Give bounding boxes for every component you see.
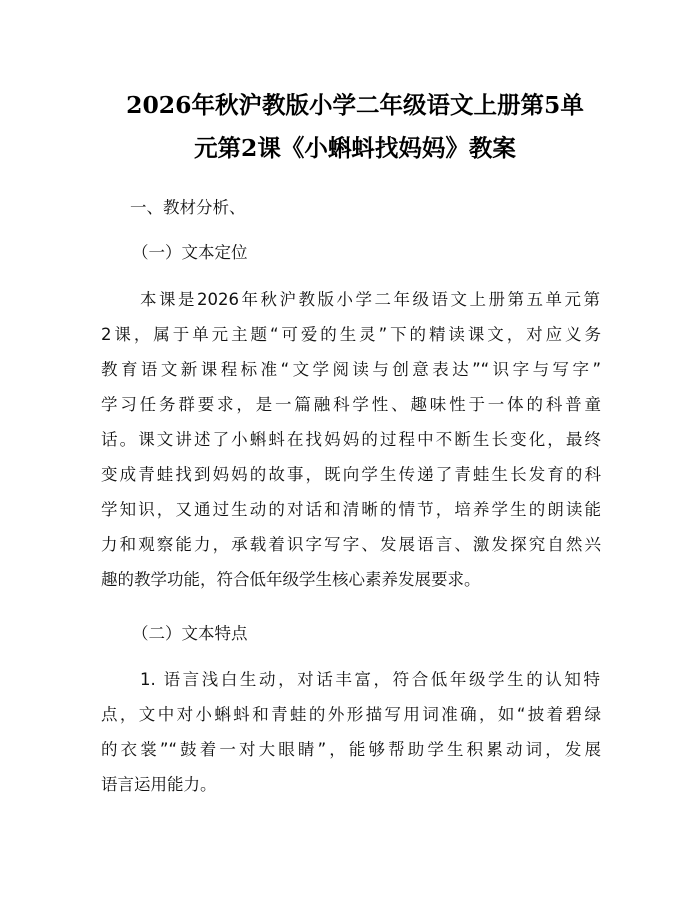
subsection-heading-text-features: （二）文本特点	[132, 624, 248, 643]
document-title-line-2: 元第2课《小蝌蚪找妈妈》教案	[194, 134, 516, 162]
paragraph-2-line: 1. 语言浅白生动，对话丰富，符合低年级学生的认知特	[140, 670, 600, 689]
paragraph-1-line: 学知识，又通过生动的对话和清晰的情节，培养学生的朗读能	[101, 500, 601, 519]
subsection-heading-text-positioning: （一）文本定位	[132, 243, 248, 262]
paragraph-1-line: 趣的教学功能，符合低年级学生核心素养发展要求。	[101, 570, 481, 589]
paragraph-1-line: 力和观察能力，承载着识字写字、发展语言、激发探究自然兴	[101, 535, 601, 554]
paragraph-1-line: 教育语文新课程标准“文学阅读与创意表达”“识字与写字”	[101, 360, 601, 379]
paragraph-1-line: 本课是2026年秋沪教版小学二年级语文上册第五单元第	[140, 290, 600, 309]
section-heading-textbook-analysis: 一、教材分析、	[130, 198, 246, 217]
paragraph-1-line: 变成青蛙找到妈妈的故事，既向学生传递了青蛙生长发育的科	[101, 465, 601, 484]
paragraph-2-line: 语言运用能力。	[101, 775, 217, 794]
document-title-line-1: 2026年秋沪教版小学二年级语文上册第5单	[126, 91, 584, 119]
paragraph-2-line: 点，文中对小蝌蚪和青蛙的外形描写用词准确，如“披着碧绿	[101, 705, 601, 724]
paragraph-1-line: 2课，属于单元主题“可爱的生灵”下的精读课文，对应义务	[101, 325, 601, 344]
paragraph-2-line: 的衣裳”“鼓着一对大眼睛”，能够帮助学生积累动词，发展	[101, 740, 601, 759]
paragraph-1-line: 学习任务群要求，是一篇融科学性、趣味性于一体的科普童	[101, 395, 601, 414]
paragraph-1-line: 话。课文讲述了小蝌蚪在找妈妈的过程中不断生长变化，最终	[101, 430, 601, 449]
